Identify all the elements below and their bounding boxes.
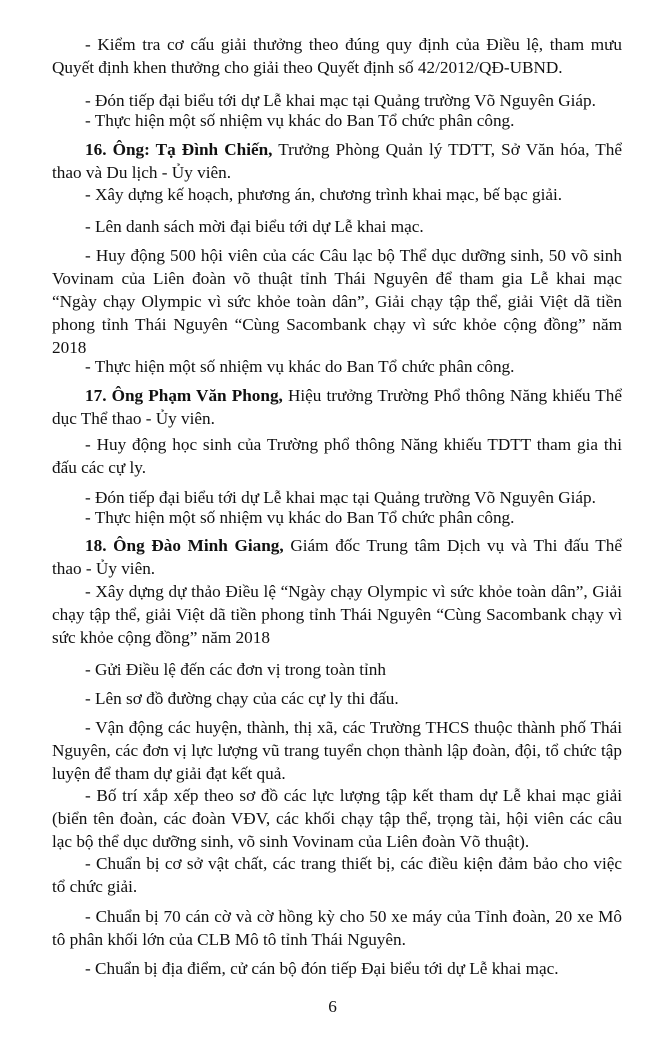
paragraph: - Thực hiện một số nhiệm vụ khác do Ban Tổ chức phân công. [85,508,515,527]
paragraph: - Kiểm tra cơ cấu giải thưởng theo đúng quy định của Điều lệ, tham mưu Quyết định khen thưởng cho giải theo Quyết định số 42/2012/QĐ-UBND. [52,35,622,77]
paragraph: - Lên sơ đồ đường chạy của các cự ly thi đấu. [85,689,399,708]
paragraph: - Gửi Điều lệ đến các đơn vị trong toàn tỉnh [85,660,386,679]
member-role: Trưởng Phòng Quản lý TDTT, Sở Văn hóa, Thể thao và Du lịch - Ủy viên. [52,140,623,182]
paragraph: - Đón tiếp đại biểu tới dự Lễ khai mạc tại Quảng trường Võ Nguyên Giáp. [85,488,596,507]
member-role: Giám đốc Trung tâm Dịch vụ và Thi đấu Thể thao - Ủy viên. [52,536,622,578]
member-name: 16. Ông: Tạ Đình Chiến, [85,140,273,159]
paragraph: - Chuẩn bị 70 cán cờ và cờ hồng kỳ cho 50 xe máy của Tỉnh đoàn, 20 xe Mô tô phân khối lớn của CLB Mô tô tỉnh Thái Nguyên. [52,907,622,949]
paragraph: - Bố trí xắp xếp theo sơ đồ các lực lượng tập kết tham dự Lễ khai mạc giải (biển tên đoàn, các đoàn VĐV, các khối chạy tập thể, trọng tài, hội viên các câu lạc bộ thể dục dưỡng sinh, võ sinh Vovinam của Liên đoàn Võ thuật). [52,786,622,851]
page-number: 6 [328,997,337,1016]
paragraph: - Vận động các huyện, thành, thị xã, các Trường THCS thuộc thành phố Thái Nguyên, các đơn vị lực lượng vũ trang tuyển chọn thành lập đoàn, đội, tổ chức tập luyện để tham dự giải đạt kết quả. [52,718,622,783]
member-heading [52,138,622,184]
paragraph: - Chuẩn bị địa điểm, cử cán bộ đón tiếp Đại biểu tới dự Lễ khai mạc. [85,959,559,978]
paragraph: - Thực hiện một số nhiệm vụ khác do Ban Tổ chức phân công. [85,357,515,376]
paragraph: - Xây dựng kế hoạch, phương án, chương trình khai mạc, bế bạc giải. [85,185,563,204]
member-name: 17. Ông Phạm Văn Phong, [85,386,283,405]
member-heading [52,534,622,580]
member-heading [52,384,622,430]
member-role: Hiệu trưởng Trường Phổ thông Năng khiếu Thể dục Thể thao - Ủy viên. [52,386,622,428]
paragraph: - Đón tiếp đại biểu tới dự Lễ khai mạc tại Quảng trường Võ Nguyên Giáp. [85,91,596,110]
paragraph: - Huy động 500 hội viên của các Câu lạc bộ Thể dục dưỡng sinh, 50 võ sinh Vovinam của Liên đoàn võ thuật tỉnh Thái Nguyên để tham gia Lễ khai mạc “Ngày chạy Olympic vì sức khỏe toàn dân”, Giải chạy tập thể, giải Việt dã tiền phong tỉnh Thái Nguyên “Cùng Sacombank chạy vì sức khỏe cộng đồng” năm 2018 [52,246,622,357]
paragraph: - Lên danh sách mời đại biểu tới dự Lễ khai mạc. [85,217,424,236]
paragraph: - Thực hiện một số nhiệm vụ khác do Ban Tổ chức phân công. [85,111,515,130]
paragraph: - Chuẩn bị cơ sở vật chất, các trang thiết bị, các điều kiện đảm bảo cho việc tổ chức giải. [52,854,622,896]
paragraph: - Huy động học sinh của Trường phổ thông Năng khiếu TDTT tham gia thi đấu các cự ly. [52,435,622,477]
paragraph: - Xây dựng dự thảo Điều lệ “Ngày chạy Olympic vì sức khỏe toàn dân”, Giải chạy tập thể, giải Việt dã tiền phong tỉnh Thái Nguyên “Cùng Sacombank chạy vì sức khỏe cộng đồng” năm 2018 [52,582,622,647]
member-name: 18. Ông Đào Minh Giang, [85,536,284,555]
